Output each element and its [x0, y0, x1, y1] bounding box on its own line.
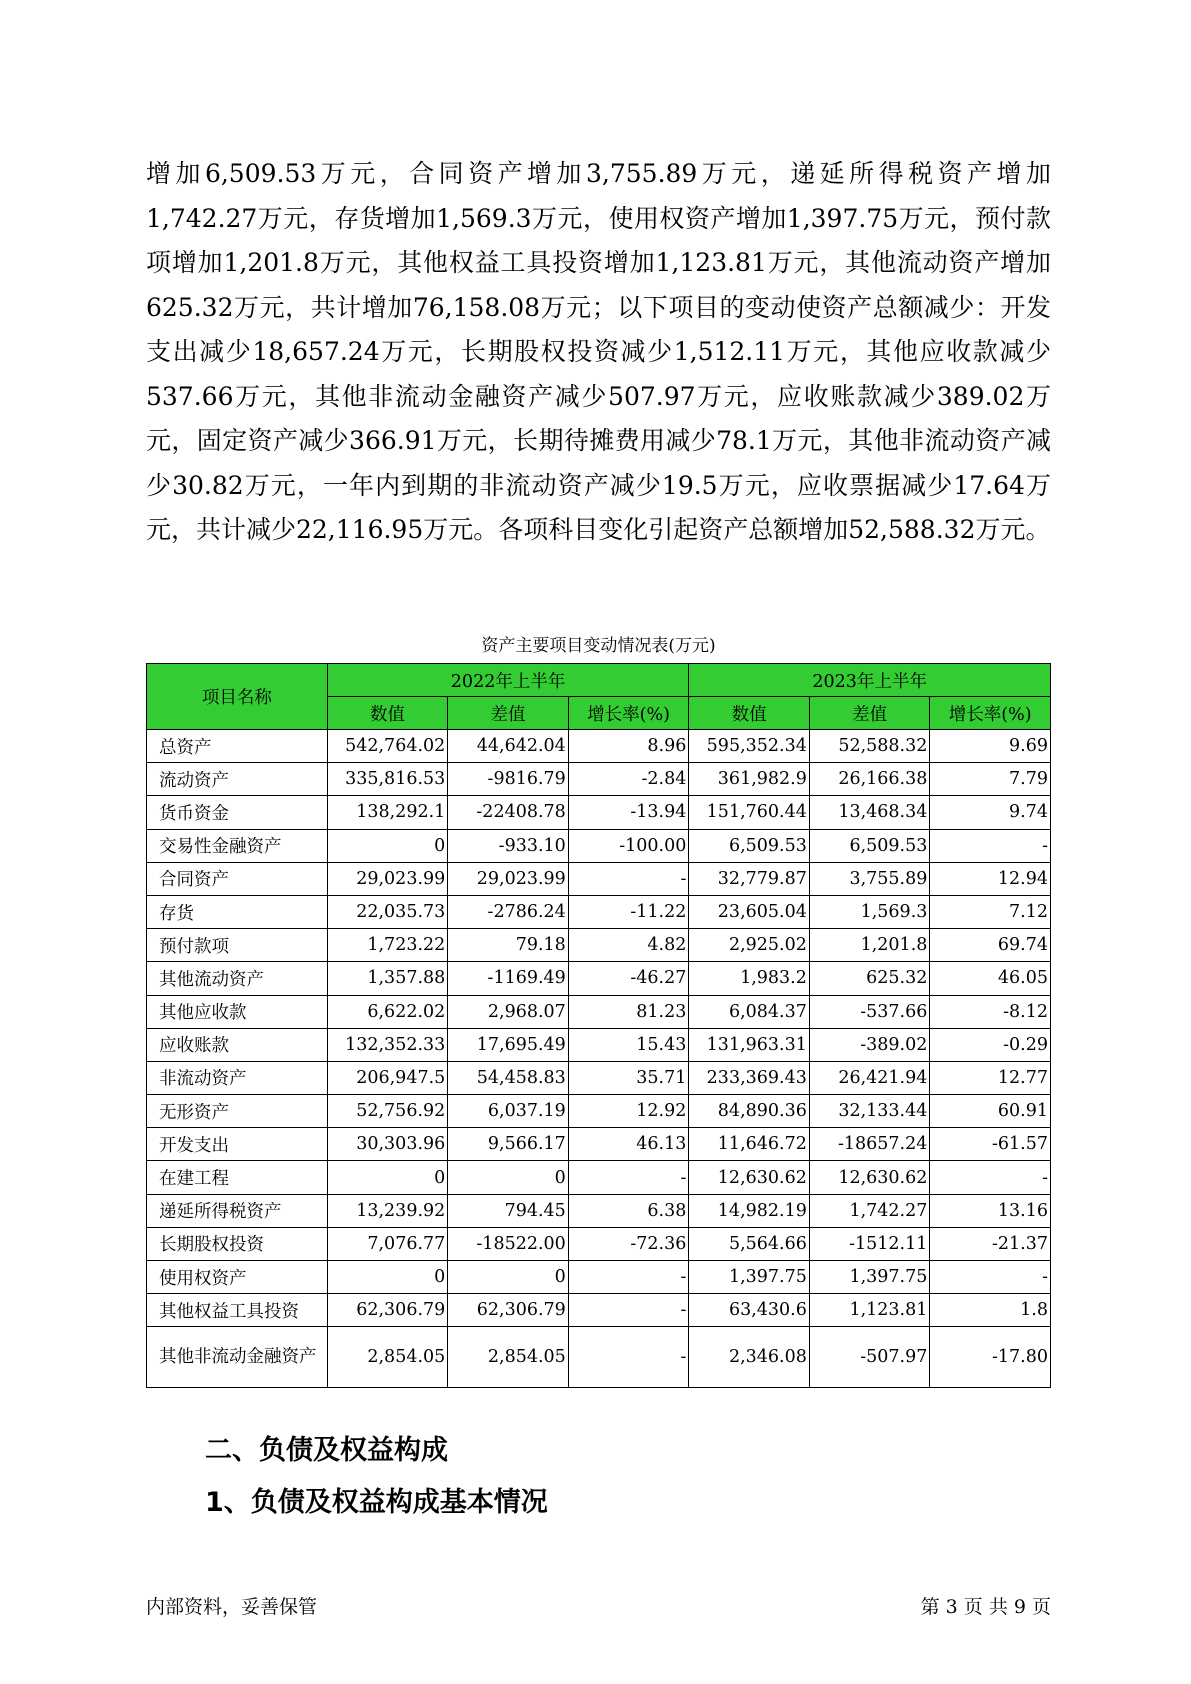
row-item-name: 其他非流动金融资产: [147, 1327, 328, 1388]
asset-change-table: [146, 663, 1051, 1388]
cell-diff-2023: -507.97: [809, 1327, 930, 1388]
cell-diff-2022: 0: [448, 1161, 569, 1194]
cell-diff-2023: -389.02: [809, 1028, 930, 1061]
cell-diff-2023: -1512.11: [809, 1227, 930, 1260]
cell-rate-2022: 46.13: [568, 1128, 689, 1161]
cell-value-2022: 335,816.53: [327, 763, 448, 796]
cell-value-2022: 2,854.05: [327, 1327, 448, 1388]
cell-value-2023: 5,564.66: [689, 1227, 810, 1260]
cell-diff-2023: 26,166.38: [809, 763, 930, 796]
cell-diff-2022: -933.10: [448, 829, 569, 862]
cell-diff-2023: 3,755.89: [809, 862, 930, 895]
header-value-2022: 数值: [327, 697, 448, 730]
cell-diff-2022: 79.18: [448, 929, 569, 962]
table-row: [147, 1327, 1051, 1388]
cell-rate-2023: -: [930, 1261, 1051, 1294]
cell-value-2023: 151,760.44: [689, 796, 810, 829]
header-rate-2022: 增长率(%): [568, 697, 689, 730]
cell-value-2022: 29,023.99: [327, 862, 448, 895]
cell-diff-2023: 12,630.62: [809, 1161, 930, 1194]
cell-value-2022: 52,756.92: [327, 1095, 448, 1128]
cell-diff-2023: 1,123.81: [809, 1294, 930, 1327]
header-value-2023: 数值: [689, 697, 810, 730]
table-row: [147, 730, 1051, 763]
cell-value-2023: 63,430.6: [689, 1294, 810, 1327]
cell-rate-2022: -100.00: [568, 829, 689, 862]
row-item-name: 存货: [147, 895, 328, 928]
cell-diff-2023: 6,509.53: [809, 829, 930, 862]
cell-value-2022: 1,357.88: [327, 962, 448, 995]
cell-rate-2023: 12.77: [930, 1061, 1051, 1094]
header-diff-2022: 差值: [448, 697, 569, 730]
table-row: [147, 1095, 1051, 1128]
cell-value-2023: 11,646.72: [689, 1128, 810, 1161]
cell-rate-2022: -: [568, 1161, 689, 1194]
table-row: [147, 763, 1051, 796]
cell-rate-2022: -11.22: [568, 895, 689, 928]
row-item-name: 其他应收款: [147, 995, 328, 1028]
cell-value-2023: 2,925.02: [689, 929, 810, 962]
cell-diff-2023: -18657.24: [809, 1128, 930, 1161]
header-group-2022: 2022年上半年: [327, 664, 689, 697]
row-item-name: 总资产: [147, 730, 328, 763]
row-item-name: 应收账款: [147, 1028, 328, 1061]
cell-diff-2022: 2,968.07: [448, 995, 569, 1028]
cell-rate-2023: 9.74: [930, 796, 1051, 829]
cell-rate-2023: -: [930, 1161, 1051, 1194]
cell-rate-2022: 15.43: [568, 1028, 689, 1061]
footer-page-number: 第 3 页 共 9 页: [920, 1596, 1051, 1618]
cell-value-2022: 13,239.92: [327, 1194, 448, 1227]
row-item-name: 预付款项: [147, 929, 328, 962]
cell-diff-2022: 6,037.19: [448, 1095, 569, 1128]
cell-diff-2022: -2786.24: [448, 895, 569, 928]
cell-diff-2023: 52,588.32: [809, 730, 930, 763]
cell-value-2022: 1,723.22: [327, 929, 448, 962]
header-rate-2023: 增长率(%): [930, 697, 1051, 730]
cell-rate-2022: 81.23: [568, 995, 689, 1028]
cell-diff-2023: 1,742.27: [809, 1194, 930, 1227]
cell-diff-2022: 2,854.05: [448, 1327, 569, 1388]
row-item-name: 在建工程: [147, 1161, 328, 1194]
table-row: [147, 895, 1051, 928]
cell-diff-2023: 26,421.94: [809, 1061, 930, 1094]
row-item-name: 流动资产: [147, 763, 328, 796]
cell-diff-2023: 1,569.3: [809, 895, 930, 928]
cell-value-2022: 0: [327, 829, 448, 862]
table-row: [147, 1028, 1051, 1061]
table-row: [147, 829, 1051, 862]
row-item-name: 使用权资产: [147, 1261, 328, 1294]
table-row: [147, 862, 1051, 895]
table-row: [147, 1294, 1051, 1327]
cell-rate-2022: -: [568, 862, 689, 895]
cell-value-2022: 22,035.73: [327, 895, 448, 928]
cell-diff-2023: -537.66: [809, 995, 930, 1028]
cell-rate-2022: 12.92: [568, 1095, 689, 1128]
cell-rate-2023: 9.69: [930, 730, 1051, 763]
row-item-name: 其他流动资产: [147, 962, 328, 995]
row-item-name: 长期股权投资: [147, 1227, 328, 1260]
cell-diff-2023: 625.32: [809, 962, 930, 995]
row-item-name: 合同资产: [147, 862, 328, 895]
cell-rate-2023: -21.37: [930, 1227, 1051, 1260]
cell-value-2023: 361,982.9: [689, 763, 810, 796]
table-row: [147, 1061, 1051, 1094]
cell-diff-2022: 17,695.49: [448, 1028, 569, 1061]
cell-rate-2022: -2.84: [568, 763, 689, 796]
cell-diff-2022: 54,458.83: [448, 1061, 569, 1094]
cell-rate-2023: -17.80: [930, 1327, 1051, 1388]
cell-value-2023: 233,369.43: [689, 1061, 810, 1094]
table-row: [147, 995, 1051, 1028]
cell-rate-2022: -: [568, 1327, 689, 1388]
cell-rate-2023: -8.12: [930, 995, 1051, 1028]
cell-value-2023: 2,346.08: [689, 1327, 810, 1388]
cell-rate-2022: 6.38: [568, 1194, 689, 1227]
subsection-heading: 1、负债及权益构成基本情况: [205, 1487, 548, 1518]
cell-value-2023: 1,983.2: [689, 962, 810, 995]
table-row: [147, 1161, 1051, 1194]
cell-diff-2022: -9816.79: [448, 763, 569, 796]
cell-diff-2022: 794.45: [448, 1194, 569, 1227]
cell-rate-2023: 13.16: [930, 1194, 1051, 1227]
cell-rate-2023: 1.8: [930, 1294, 1051, 1327]
cell-diff-2023: 1,201.8: [809, 929, 930, 962]
cell-value-2022: 62,306.79: [327, 1294, 448, 1327]
cell-diff-2022: -1169.49: [448, 962, 569, 995]
cell-rate-2023: -0.29: [930, 1028, 1051, 1061]
cell-value-2022: 7,076.77: [327, 1227, 448, 1260]
cell-rate-2022: 8.96: [568, 730, 689, 763]
cell-rate-2022: -: [568, 1294, 689, 1327]
table-row: [147, 796, 1051, 829]
cell-value-2023: 1,397.75: [689, 1261, 810, 1294]
row-item-name: 无形资产: [147, 1095, 328, 1128]
cell-diff-2022: -22408.78: [448, 796, 569, 829]
cell-value-2023: 12,630.62: [689, 1161, 810, 1194]
cell-diff-2023: 32,133.44: [809, 1095, 930, 1128]
cell-rate-2023: 12.94: [930, 862, 1051, 895]
cell-value-2023: 131,963.31: [689, 1028, 810, 1061]
row-item-name: 开发支出: [147, 1128, 328, 1161]
cell-value-2023: 32,779.87: [689, 862, 810, 895]
cell-value-2022: 132,352.33: [327, 1028, 448, 1061]
table-row: [147, 1128, 1051, 1161]
cell-rate-2023: 7.79: [930, 763, 1051, 796]
cell-value-2023: 6,509.53: [689, 829, 810, 862]
cell-rate-2023: -61.57: [930, 1128, 1051, 1161]
row-item-name: 非流动资产: [147, 1061, 328, 1094]
cell-rate-2022: -72.36: [568, 1227, 689, 1260]
row-item-name: 递延所得税资产: [147, 1194, 328, 1227]
cell-value-2022: 30,303.96: [327, 1128, 448, 1161]
body-paragraph: 增加6,509.53万元，合同资产增加3,755.89万元，递延所得税资产增加1,742.27万元，存货增加1,569.3万元，使用权资产增加1,397.75万元，预付款项增加1,201.8万元，其他权益工具投资增加1,123.81万元，其他流动资产增加625.32万元，共计增加76,158.08万元；以下项目的变动使资产总额减少：开发支出减少18,657.24万元，长期股权投资减少1,512.11万元，其他应收款减少537.66万元，其他非流动金融资产减少507.97万元，应收账款减少389.02万元，固定资产减少366.91万元，长期待摊费用减少78.1万元，其他非流动资产减少30.82万元，一年内到期的非流动资产减少19.5万元，应收票据减少17.64万元，共计减少22,116.95万元。各项科目变化引起资产总额增加52,588.32万元。: [146, 159, 1051, 544]
cell-value-2022: 138,292.1: [327, 796, 448, 829]
cell-value-2023: 84,890.36: [689, 1095, 810, 1128]
cell-diff-2022: 44,642.04: [448, 730, 569, 763]
header-group-2023: 2023年上半年: [689, 664, 1051, 697]
cell-diff-2022: 62,306.79: [448, 1294, 569, 1327]
row-item-name: 货币资金: [147, 796, 328, 829]
cell-diff-2022: 9,566.17: [448, 1128, 569, 1161]
footer-confidential-note: 内部资料，妥善保管: [146, 1596, 318, 1618]
cell-rate-2023: 69.74: [930, 929, 1051, 962]
cell-rate-2023: 7.12: [930, 895, 1051, 928]
cell-diff-2023: 13,468.34: [809, 796, 930, 829]
cell-value-2022: 206,947.5: [327, 1061, 448, 1094]
table-row: [147, 1227, 1051, 1260]
row-item-name: 交易性金融资产: [147, 829, 328, 862]
cell-diff-2023: 1,397.75: [809, 1261, 930, 1294]
cell-rate-2023: -: [930, 829, 1051, 862]
cell-value-2022: 0: [327, 1261, 448, 1294]
cell-rate-2023: 46.05: [930, 962, 1051, 995]
cell-rate-2022: -: [568, 1261, 689, 1294]
header-diff-2023: 差值: [809, 697, 930, 730]
cell-diff-2022: -18522.00: [448, 1227, 569, 1260]
cell-rate-2022: -13.94: [568, 796, 689, 829]
header-item-name: 项目名称: [147, 664, 328, 730]
table-row: [147, 1261, 1051, 1294]
cell-diff-2022: 0: [448, 1261, 569, 1294]
cell-diff-2022: 29,023.99: [448, 862, 569, 895]
cell-value-2022: 542,764.02: [327, 730, 448, 763]
cell-rate-2022: -46.27: [568, 962, 689, 995]
section-heading: 二、负债及权益构成: [205, 1435, 448, 1466]
table-row: [147, 929, 1051, 962]
cell-rate-2023: 60.91: [930, 1095, 1051, 1128]
table-row: [147, 962, 1051, 995]
cell-value-2023: 14,982.19: [689, 1194, 810, 1227]
cell-value-2023: 6,084.37: [689, 995, 810, 1028]
cell-value-2022: 0: [327, 1161, 448, 1194]
cell-rate-2022: 4.82: [568, 929, 689, 962]
cell-value-2023: 23,605.04: [689, 895, 810, 928]
cell-value-2022: 6,622.02: [327, 995, 448, 1028]
cell-rate-2022: 35.71: [568, 1061, 689, 1094]
table-caption: 资产主要项目变动情况表(万元): [481, 636, 716, 656]
cell-value-2023: 595,352.34: [689, 730, 810, 763]
row-item-name: 其他权益工具投资: [147, 1294, 328, 1327]
table-row: [147, 1194, 1051, 1227]
